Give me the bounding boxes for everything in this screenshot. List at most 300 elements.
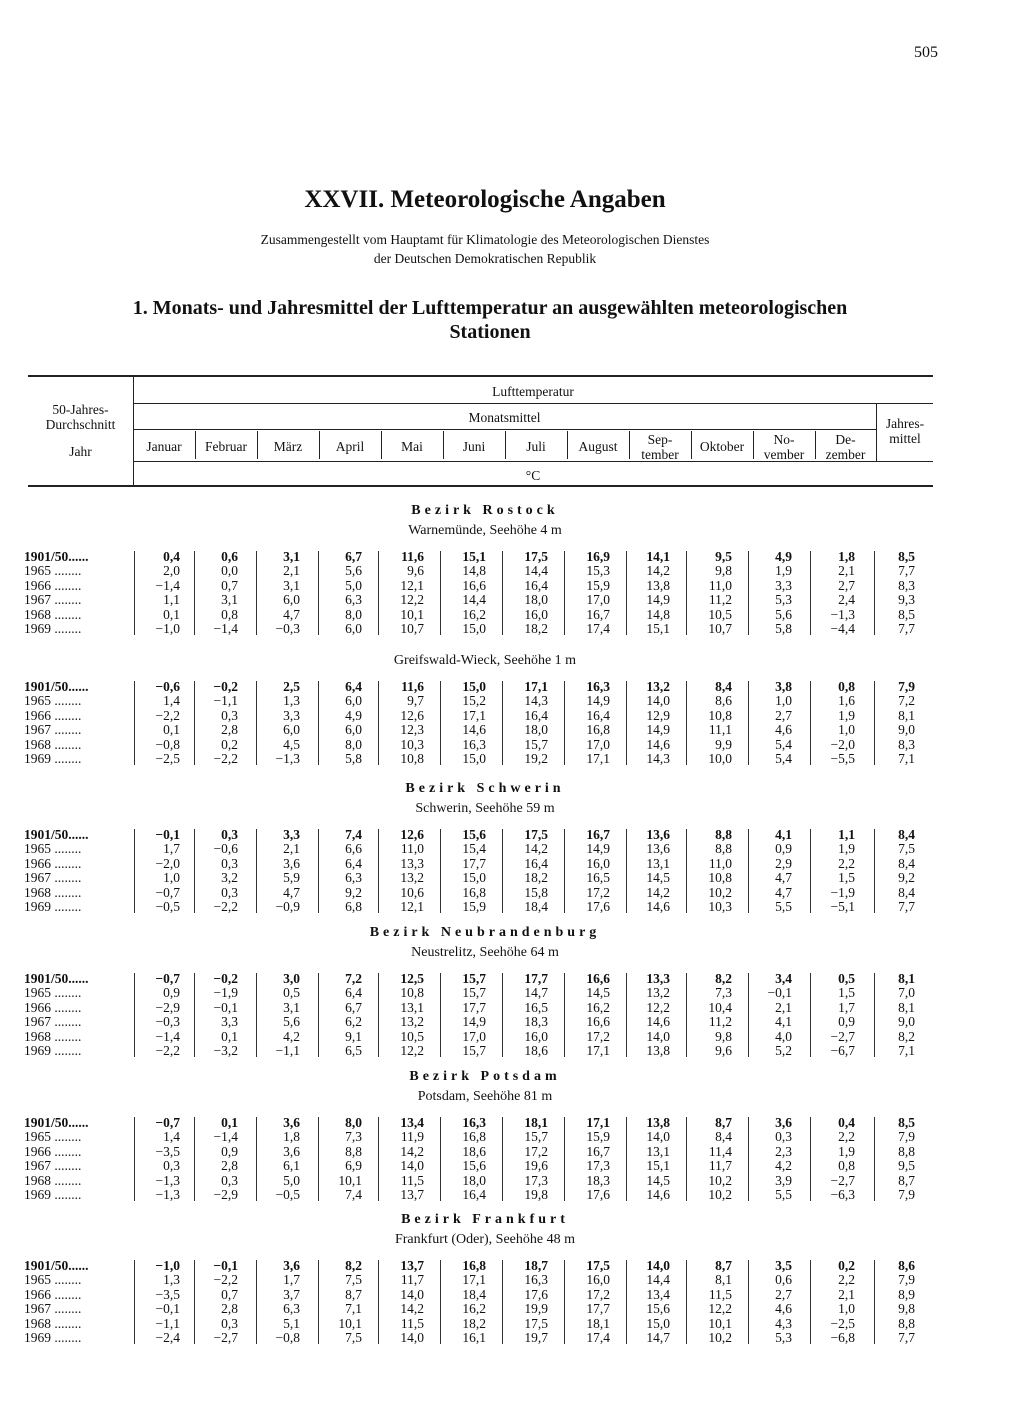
month-value-cell: 0,3 <box>221 1315 238 1331</box>
annual-mean-cell: 7,0 <box>898 985 915 1001</box>
group-rule <box>133 403 933 404</box>
month-value-cell: 16,8 <box>462 884 486 900</box>
month-value-cell: 16,4 <box>524 577 548 593</box>
month-value-cell: 2,1 <box>283 563 300 579</box>
month-value-cell: 5,4 <box>775 751 792 766</box>
month-value-cell: 6,7 <box>345 549 362 564</box>
month-value-cell: 16,8 <box>462 1258 486 1273</box>
month-value-cell: 15,3 <box>586 563 610 579</box>
month-value-cell: 16,5 <box>586 870 610 886</box>
month-value-cell: 9,5 <box>715 549 732 564</box>
month-value-cell: 5,8 <box>345 751 362 766</box>
month-value-cell: 0,7 <box>221 577 238 593</box>
month-value-cell: 0,3 <box>221 707 238 723</box>
month-value-cell: 3,6 <box>775 1115 792 1130</box>
month-value-cell: 1,0 <box>775 693 792 709</box>
month-value-cell: −0,3 <box>275 621 300 636</box>
month-value-cell: 1,4 <box>163 693 180 709</box>
month-value-cell: 14,4 <box>524 563 548 579</box>
year-cell: 1966 ........ <box>24 708 82 723</box>
month-value-cell: 13,8 <box>646 1043 670 1058</box>
month-value-cell: 3,1 <box>283 549 300 564</box>
month-value-cell: 0,5 <box>283 985 300 1001</box>
month-value-cell: 9,8 <box>715 563 732 579</box>
month-value-cell: 18,0 <box>524 722 548 738</box>
month-value-cell: 2,1 <box>775 999 792 1015</box>
year-cell: 1969 ........ <box>24 1331 82 1345</box>
column-divider <box>748 1260 749 1344</box>
month-value-cell: −2,5 <box>830 1315 855 1331</box>
month-value-cell: 4,9 <box>775 549 792 564</box>
month-value-cell: 12,9 <box>646 707 670 723</box>
month-value-cell: 14,2 <box>400 1301 424 1317</box>
month-value-cell: 16,4 <box>524 707 548 723</box>
year-cell: 1966 ........ <box>24 1000 82 1015</box>
month-value-cell: 6,0 <box>345 693 362 709</box>
column-divider <box>378 829 379 913</box>
month-value-cell: −4,4 <box>830 621 855 636</box>
month-value-cell: 6,0 <box>283 722 300 738</box>
station-heading: Warnemünde, Seehöhe 4 m <box>408 523 562 538</box>
annual-mean-cell: 8,9 <box>898 1286 915 1302</box>
month-value-cell: 14,9 <box>462 1014 486 1030</box>
year-cell: 1967 ........ <box>24 1015 82 1030</box>
month-header-line-1: Mai <box>401 439 423 454</box>
year-cell: 1901/50...... <box>24 1259 89 1273</box>
month-value-cell: −1,9 <box>830 884 855 900</box>
column-divider <box>686 829 687 913</box>
column-divider <box>256 973 257 1057</box>
month-value-cell: 10,7 <box>708 621 732 636</box>
month-value-cell: 8,6 <box>715 693 732 709</box>
column-divider <box>194 829 195 913</box>
month-value-cell: 18,3 <box>586 1172 610 1188</box>
month-header <box>133 432 195 454</box>
month-value-cell: 5,2 <box>775 1043 792 1058</box>
year-cell: 1901/50...... <box>24 972 89 986</box>
month-value-cell: 3,1 <box>221 592 238 608</box>
month-value-cell: 16,7 <box>586 606 610 622</box>
month-value-cell: 16,0 <box>586 1272 610 1288</box>
month-value-cell: −5,5 <box>830 751 855 766</box>
month-value-cell: 5,4 <box>775 736 792 752</box>
month-value-cell: 5,3 <box>775 1330 792 1345</box>
month-value-cell: 2,2 <box>838 1272 855 1288</box>
month-value-cell: 17,6 <box>524 1286 548 1302</box>
month-value-cell: −0,6 <box>155 679 180 694</box>
month-value-cell: 13,7 <box>400 1258 424 1273</box>
month-value-cell: 0,4 <box>838 1115 855 1130</box>
month-value-cell: 6,0 <box>345 621 362 636</box>
year-cell: 1967 ........ <box>24 593 82 608</box>
month-header <box>319 432 381 454</box>
annual-mean-cell: 8,3 <box>898 577 915 593</box>
month-value-cell: 1,8 <box>283 1129 300 1145</box>
month-value-cell: −2,9 <box>213 1187 238 1202</box>
column-divider <box>564 681 565 765</box>
month-value-cell: 13,4 <box>400 1115 424 1130</box>
month-value-cell: −1,0 <box>155 621 180 636</box>
month-value-cell: 11,0 <box>708 577 732 593</box>
month-value-cell: 1,7 <box>283 1272 300 1288</box>
month-value-cell: 3,3 <box>221 1014 238 1030</box>
annual-mean-cell: 8,6 <box>898 1258 915 1273</box>
month-value-cell: 15,1 <box>646 1158 670 1174</box>
annual-mean-cell: 7,9 <box>898 679 915 694</box>
month-value-cell: −1,3 <box>830 606 855 622</box>
month-value-cell: 15,7 <box>524 736 548 752</box>
annual-mean-cell: 8,1 <box>898 999 915 1015</box>
month-value-cell: 10,1 <box>400 606 424 622</box>
month-value-cell: −0,7 <box>155 1115 180 1130</box>
column-divider <box>256 681 257 765</box>
table-row <box>0 871 1024 885</box>
month-value-cell: 2,4 <box>838 592 855 608</box>
month-value-cell: 7,5 <box>345 1330 362 1345</box>
month-header-line-1: Juni <box>462 439 486 454</box>
table-row <box>0 842 1024 856</box>
month-value-cell: 14,0 <box>646 1129 670 1145</box>
month-value-cell: 1,9 <box>775 563 792 579</box>
month-value-cell: 4,7 <box>775 870 792 886</box>
table-row <box>0 1159 1024 1173</box>
month-value-cell: 5,0 <box>283 1172 300 1188</box>
month-value-cell: 8,0 <box>345 1115 362 1130</box>
annual-mean-cell: 7,9 <box>898 1129 915 1145</box>
bezirk-heading: Bezirk Potsdam <box>409 1069 561 1084</box>
table-row <box>0 1317 1024 1331</box>
month-value-cell: 8,4 <box>715 1129 732 1145</box>
month-value-cell: 11,5 <box>708 1286 732 1302</box>
month-value-cell: 0,9 <box>163 985 180 1001</box>
column-divider <box>440 1117 441 1201</box>
month-value-cell: 14,6 <box>646 1014 670 1030</box>
annual-mean-cell: 8,3 <box>898 736 915 752</box>
month-value-cell: 2,9 <box>775 855 792 871</box>
annual-mean-cell: 9,0 <box>898 722 915 738</box>
annual-mean-cell: 7,7 <box>898 621 915 636</box>
annual-mean-cell: 7,9 <box>898 1272 915 1288</box>
month-value-cell: 14,5 <box>646 870 670 886</box>
year-cell: 1965 ........ <box>24 986 82 1001</box>
month-value-cell: 15,1 <box>462 549 486 564</box>
year-cell: 1901/50...... <box>24 550 89 564</box>
month-value-cell: 14,5 <box>586 985 610 1001</box>
month-value-cell: −1,4 <box>155 577 180 593</box>
month-value-cell: −1,4 <box>155 1028 180 1044</box>
year-cell: 1967 ........ <box>24 871 82 886</box>
annual-mean-cell: 7,7 <box>898 1330 915 1345</box>
station-heading: Schwerin, Seehöhe 59 m <box>415 801 555 816</box>
month-value-cell: 6,4 <box>345 855 362 871</box>
month-value-cell: 0,8 <box>838 1158 855 1174</box>
month-value-cell: 14,9 <box>646 592 670 608</box>
column-divider <box>440 681 441 765</box>
month-value-cell: 17,5 <box>524 549 548 564</box>
table-row <box>0 1288 1024 1302</box>
column-divider <box>686 1260 687 1344</box>
month-value-cell: 8,1 <box>715 1272 732 1288</box>
month-value-cell: 5,0 <box>345 577 362 593</box>
month-value-cell: 2,2 <box>838 1129 855 1145</box>
month-value-cell: 13,6 <box>646 827 670 842</box>
column-divider <box>748 1117 749 1201</box>
table-row <box>0 886 1024 900</box>
month-header-line-1: März <box>273 439 303 454</box>
column-divider <box>564 829 565 913</box>
month-value-cell: 17,5 <box>586 1258 610 1273</box>
month-value-cell: 12,2 <box>400 592 424 608</box>
table-row <box>0 900 1024 914</box>
month-value-cell: 3,6 <box>283 1143 300 1159</box>
month-value-cell: 13,1 <box>400 999 424 1015</box>
month-value-cell: 19,7 <box>524 1330 548 1345</box>
month-value-cell: −2,2 <box>155 1043 180 1058</box>
month-value-cell: 17,6 <box>586 1187 610 1202</box>
annual-mean-cell: 8,1 <box>898 971 915 986</box>
month-value-cell: 12,1 <box>400 899 424 914</box>
annual-mean-cell: 7,5 <box>898 841 915 857</box>
month-value-cell: 15,0 <box>462 751 486 766</box>
month-value-cell: 4,1 <box>775 1014 792 1030</box>
bezirk-heading: Bezirk Neubrandenburg <box>369 925 601 940</box>
month-value-cell: −0,7 <box>155 971 180 986</box>
month-value-cell: 14,3 <box>646 751 670 766</box>
column-divider <box>874 973 875 1057</box>
year-cell: 1901/50...... <box>24 1116 89 1130</box>
month-value-cell: 3,3 <box>283 827 300 842</box>
month-value-cell: 17,6 <box>586 899 610 914</box>
month-value-cell: 1,0 <box>163 870 180 886</box>
column-divider <box>440 973 441 1057</box>
year-cell: 1968 ........ <box>24 885 82 900</box>
month-value-cell: 2,7 <box>838 577 855 593</box>
table-row <box>0 752 1024 766</box>
column-divider <box>134 1260 135 1344</box>
month-header <box>257 432 319 454</box>
month-value-cell: −1,9 <box>213 985 238 1001</box>
month-value-cell: 1,9 <box>838 841 855 857</box>
annual-label-1: Jahres- <box>885 416 925 431</box>
month-value-cell: 18,1 <box>524 1115 548 1130</box>
month-value-cell: 14,9 <box>586 693 610 709</box>
month-value-cell: 16,6 <box>586 971 610 986</box>
bezirk-heading: Bezirk Schwerin <box>405 781 565 796</box>
month-value-cell: 18,2 <box>462 1315 486 1331</box>
month-value-cell: 0,1 <box>163 722 180 738</box>
month-value-cell: 14,2 <box>646 884 670 900</box>
table-row <box>0 1259 1024 1273</box>
column-divider <box>502 1260 503 1344</box>
month-value-cell: 10,2 <box>708 884 732 900</box>
annual-mean-cell: 9,2 <box>898 870 915 886</box>
month-value-cell: 2,1 <box>838 1286 855 1302</box>
month-value-cell: 4,9 <box>345 707 362 723</box>
month-value-cell: 15,0 <box>646 1315 670 1331</box>
month-value-cell: 12,5 <box>400 971 424 986</box>
column-divider <box>686 1117 687 1201</box>
column-divider <box>318 1117 319 1201</box>
month-value-cell: 15,7 <box>524 1129 548 1145</box>
month-value-cell: 17,2 <box>586 1286 610 1302</box>
section-title-line-1: 1. Monats- und Jahresmittel der Lufttemperatur an ausgewählten meteorologischen <box>132 297 848 319</box>
month-value-cell: 7,2 <box>345 971 362 986</box>
month-value-cell: 17,5 <box>524 1315 548 1331</box>
month-value-cell: 14,6 <box>646 1187 670 1202</box>
month-value-cell: 17,4 <box>586 621 610 636</box>
month-value-cell: 1,9 <box>838 707 855 723</box>
month-value-cell: 6,6 <box>345 841 362 857</box>
month-value-cell: 16,4 <box>462 1187 486 1202</box>
month-value-cell: −2,7 <box>830 1028 855 1044</box>
station-heading: Neustrelitz, Seehöhe 64 m <box>411 945 559 960</box>
month-value-cell: 11,6 <box>401 549 424 564</box>
annual-mean-cell: 7,2 <box>898 693 915 709</box>
month-value-cell: −1,3 <box>155 1187 180 1202</box>
month-value-cell: 11,2 <box>708 592 732 608</box>
column-divider <box>626 829 627 913</box>
table-row <box>0 1174 1024 1188</box>
month-value-cell: 14,9 <box>646 722 670 738</box>
month-value-cell: 0,3 <box>221 884 238 900</box>
month-value-cell: 9,2 <box>345 884 362 900</box>
column-divider <box>256 1117 257 1201</box>
month-value-cell: 18,4 <box>524 899 548 914</box>
month-value-cell: 18,3 <box>524 1014 548 1030</box>
month-value-cell: −0,1 <box>213 1258 238 1273</box>
month-value-cell: 8,7 <box>715 1258 732 1273</box>
month-value-cell: 1,9 <box>838 1143 855 1159</box>
month-value-cell: 17,2 <box>586 884 610 900</box>
month-value-cell: 17,0 <box>586 592 610 608</box>
month-value-cell: 0,3 <box>221 827 238 842</box>
month-value-cell: −5,1 <box>830 899 855 914</box>
column-divider <box>748 973 749 1057</box>
month-value-cell: 16,0 <box>524 606 548 622</box>
month-value-cell: 10,3 <box>708 899 732 914</box>
year-cell: 1968 ........ <box>24 1173 82 1188</box>
stub-label-1: 50-Jahres- <box>52 402 109 417</box>
table-row <box>0 579 1024 593</box>
month-value-cell: 14,2 <box>646 563 670 579</box>
month-value-cell: −0,1 <box>155 1301 180 1317</box>
month-value-cell: 11,0 <box>400 841 424 857</box>
annual-mean-cell: 7,1 <box>898 1043 915 1058</box>
month-value-cell: 15,0 <box>462 870 486 886</box>
month-header <box>629 432 691 462</box>
month-value-cell: 14,3 <box>524 693 548 709</box>
month-value-cell: 17,0 <box>462 1028 486 1044</box>
month-value-cell: 0,8 <box>838 679 855 694</box>
month-value-cell: 5,5 <box>775 1187 792 1202</box>
column-divider <box>378 551 379 635</box>
month-value-cell: 14,0 <box>400 1330 424 1345</box>
month-value-cell: 13,2 <box>646 679 670 694</box>
month-value-cell: −6,7 <box>830 1043 855 1058</box>
month-value-cell: 0,4 <box>163 549 180 564</box>
year-cell: 1969 ........ <box>24 752 82 766</box>
month-value-cell: 14,5 <box>646 1172 670 1188</box>
column-divider <box>874 829 875 913</box>
month-value-cell: 1,6 <box>838 693 855 709</box>
month-value-cell: 17,7 <box>586 1301 610 1317</box>
month-value-cell: 17,5 <box>524 827 548 842</box>
month-value-cell: 0,3 <box>221 855 238 871</box>
month-value-cell: 1,0 <box>838 1301 855 1317</box>
month-value-cell: 6,8 <box>345 899 362 914</box>
year-cell: 1965 ........ <box>24 694 82 709</box>
month-value-cell: 16,2 <box>586 999 610 1015</box>
month-value-cell: 11,7 <box>708 1158 732 1174</box>
month-value-cell: −2,5 <box>155 751 180 766</box>
month-value-cell: 14,0 <box>646 693 670 709</box>
month-value-cell: 14,2 <box>400 1143 424 1159</box>
year-cell: 1968 ........ <box>24 1029 82 1044</box>
month-value-cell: −2,7 <box>830 1172 855 1188</box>
year-cell: 1969 ........ <box>24 1044 82 1058</box>
month-value-cell: −1,0 <box>155 1258 180 1273</box>
section-title-line-2: Stationen <box>449 321 531 343</box>
column-divider <box>564 973 565 1057</box>
month-value-cell: −1,4 <box>213 1129 238 1145</box>
month-value-cell: 3,3 <box>775 577 792 593</box>
table-row <box>0 1130 1024 1144</box>
month-value-cell: 8,0 <box>345 606 362 622</box>
month-value-cell: 10,0 <box>708 751 732 766</box>
month-value-cell: 7,5 <box>345 1272 362 1288</box>
month-value-cell: 2,8 <box>221 1301 238 1317</box>
month-value-cell: −1,3 <box>155 1172 180 1188</box>
month-header-line-1: Oktober <box>699 439 745 454</box>
month-value-cell: −2,2 <box>155 707 180 723</box>
month-value-cell: 3,7 <box>283 1286 300 1302</box>
month-header <box>505 432 567 454</box>
station-heading: Greifswald-Wieck, Seehöhe 1 m <box>393 653 577 668</box>
month-value-cell: 1,7 <box>163 841 180 857</box>
month-value-cell: 13,1 <box>646 1143 670 1159</box>
column-divider <box>626 681 627 765</box>
month-value-cell: 6,4 <box>345 679 362 694</box>
month-value-cell: 12,6 <box>400 827 424 842</box>
column-divider <box>810 973 811 1057</box>
month-value-cell: 10,5 <box>400 1028 424 1044</box>
station-heading: Frankfurt (Oder), Seehöhe 48 m <box>394 1232 575 1247</box>
month-value-cell: 16,3 <box>586 679 610 694</box>
month-value-cell: 9,7 <box>407 693 424 709</box>
month-value-cell: 0,9 <box>838 1014 855 1030</box>
month-value-cell: 16,1 <box>462 1330 486 1345</box>
month-value-cell: 1,8 <box>838 549 855 564</box>
month-value-cell: 17,2 <box>524 1143 548 1159</box>
year-cell: 1966 ........ <box>24 578 82 593</box>
month-value-cell: 1,3 <box>163 1272 180 1288</box>
year-cell: 1967 ........ <box>24 1302 82 1317</box>
column-divider <box>502 973 503 1057</box>
month-value-cell: 5,1 <box>283 1315 300 1331</box>
month-value-cell: 19,9 <box>524 1301 548 1317</box>
subtitle <box>0 230 970 268</box>
annual-mean-cell: 8,5 <box>898 606 915 622</box>
table-row <box>0 1030 1024 1044</box>
month-value-cell: 0,6 <box>775 1272 792 1288</box>
month-value-cell: −3,2 <box>213 1043 238 1058</box>
month-value-cell: 15,0 <box>462 679 486 694</box>
column-divider <box>810 551 811 635</box>
month-value-cell: 9,6 <box>407 563 424 579</box>
column-divider <box>810 829 811 913</box>
month-value-cell: 7,4 <box>345 827 362 842</box>
annual-label-2: mittel <box>889 431 921 446</box>
